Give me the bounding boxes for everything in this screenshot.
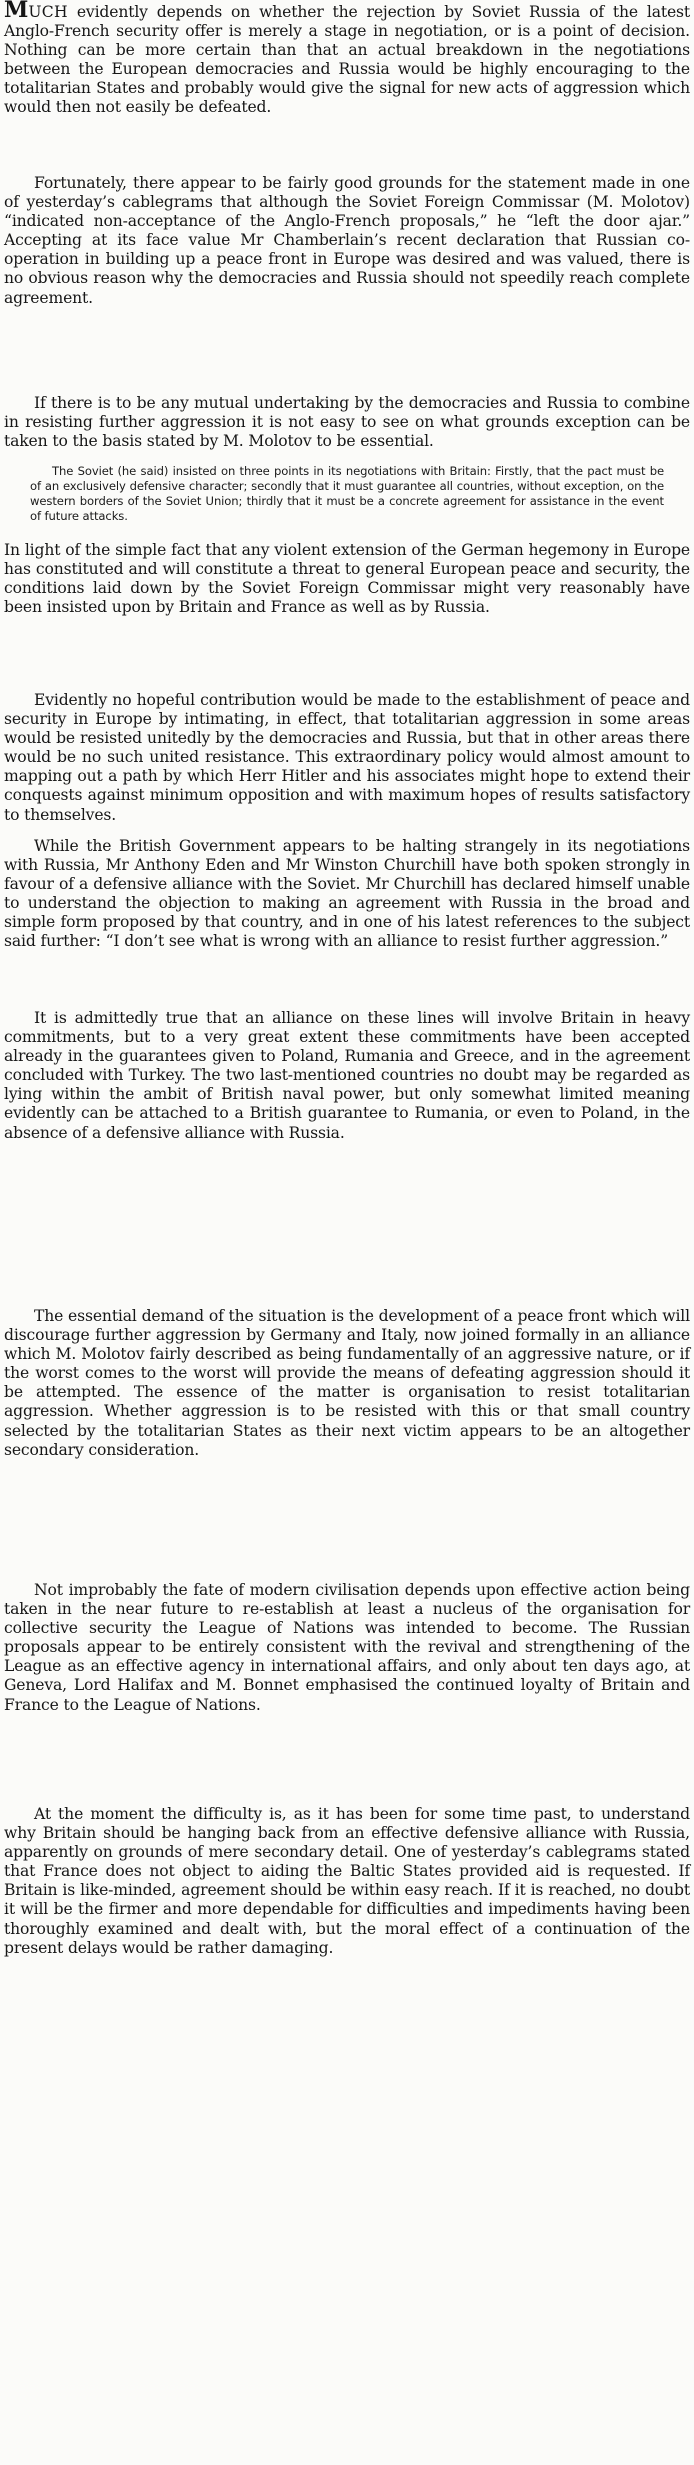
article-lead-paragraph bbox=[4, 1, 690, 118]
article-paragraph: The essential demand of the situation is the development of a peace front which will discourage further aggression by Germany and Italy, now joined formally in an alliance which M. Molotov fairly described as being fundamentally of an aggressive nature, or if the worst comes to the worst will provide the means of defeating aggression should it be attempted. The essence of the matter is organisation to resist totalitarian aggression. Whether aggression is to be resisted with this or that small country selected by the totalitarian States as their next victim appears to be an altogether secondary consideration. bbox=[4, 1307, 690, 1459]
drop-cap: M bbox=[4, 0, 29, 23]
article-paragraph: If there is to be any mutual undertaking by the democracies and Russia to combine in resisting further aggression it is not easy to see on what grounds exception can be taken to the basis stated by M. Molotov to be essential. bbox=[4, 394, 690, 451]
article-paragraph: Evidently no hopeful contribution would be made to the establishment of peace and security in Europe by intimating, in effect, that totalitarian aggression in some areas would be resisted unitedly by the democracies and Russia, but that in other areas there would be no such united resistance. This extraordinary policy would almost amount to mapping out a path by which Herr Hitler and his associates might hope to extend their conquests against minimum opposition and with maximum hopes of results satisfactory to themselves. bbox=[4, 691, 690, 824]
article-paragraph: Not improbably the fate of modern civilisation depends upon effective action being taken in the near future to re-establish at least a nucleus of the organisation for collective security the League of Nations was intended to become. The Russian proposals appear to be entirely consistent with the revival and strengthening of the League as an effective agency in international affairs, and only about ten days ago, at Geneva, Lord Halifax and M. Bonnet emphasised the continued loyalty of Britain and France to the League of Nations. bbox=[4, 1581, 690, 1714]
article-paragraph: While the British Government appears to be halting strangely in its negotiations with Russia, Mr Anthony Eden and Mr Winston Churchill have both spoken strongly in favour of a defensive alliance with the Soviet. Mr Churchill has declared himself unable to understand the objection to making an agreement with Russia in the broad and simple form proposed by that country, and in one of his latest references to the subject said further: “I don’t see what is wrong with an alliance to resist further aggression.” bbox=[4, 837, 690, 951]
article-paragraph: In light of the simple fact that any violent extension of the German hegemony in Europe has constituted and will constitute a threat to general European peace and security, the conditions laid down by the Soviet Foreign Commissar might very reasonably have been insisted upon by Britain and France as well as by Russia. bbox=[4, 541, 690, 617]
block-quote: The Soviet (he said) insisted on three points in its negotiations with Britain: Firstly, that the pact must be of an exclusively defensive character; secondly that it must guarantee all countries, without exception, on the western borders of the Soviet Union; thirdly that it must be a concrete agreement for assistance in the event of future attacks. bbox=[30, 464, 664, 523]
article-paragraph: Fortunately, there appear to be fairly good grounds for the statement made in one of yesterday’s cablegrams that although the Soviet Foreign Commissar (M. Molotov) “indicated non-acceptance of the Anglo-French proposals,” he “left the door ajar.” Accepting at its face value Mr Chamberlain’s recent declaration that Russian co-operation in building up a peace front in Europe was desired and was valued, there is no obvious reason why the democracies and Russia should not speedily reach complete agreement. bbox=[4, 174, 690, 307]
article-paragraph: It is admittedly true that an alliance on these lines will involve Britain in heavy commitments, but to a very great extent these commitments have been accepted already in the guarantees given to Poland, Rumania and Greece, and in the agreement concluded with Turkey. The two last-mentioned countries no doubt may be regarded as lying within the ambit of British naval power, but only somewhat limited meaning evidently can be attached to a British guarantee to Rumania, or even to Poland, in the absence of a defensive alliance with Russia. bbox=[4, 1009, 690, 1142]
lead-text: evidently depends on whether the rejection by Soviet Russia of the latest Anglo-French security offer is merely a stage in negotiation, or is a point of decision. Nothing can be more certain than that an actual breakdown in the negotiations between the European democracies and Russia would be highly encouraging to the totalitarian States and probably would give the signal for new acts of aggression which would then not easily be defeated. bbox=[4, 3, 690, 117]
article-paragraph: At the moment the difficulty is, as it has been for some time past, to understand why Britain should be hanging back from an effective defensive alliance with Russia, apparently on grounds of mere secondary detail. One of yesterday’s cablegrams stated that France does not object to aiding the Baltic States provided aid is requested. If Britain is like-minded, agreement should be within easy reach. If it is reached, no doubt it will be the firmer and more dependable for difficulties and impediments having been thoroughly examined and dealt with, but the moral effect of a continuation of the present delays would be rather damaging. bbox=[4, 1805, 690, 1957]
lead-word-rest: UCH bbox=[28, 3, 68, 21]
